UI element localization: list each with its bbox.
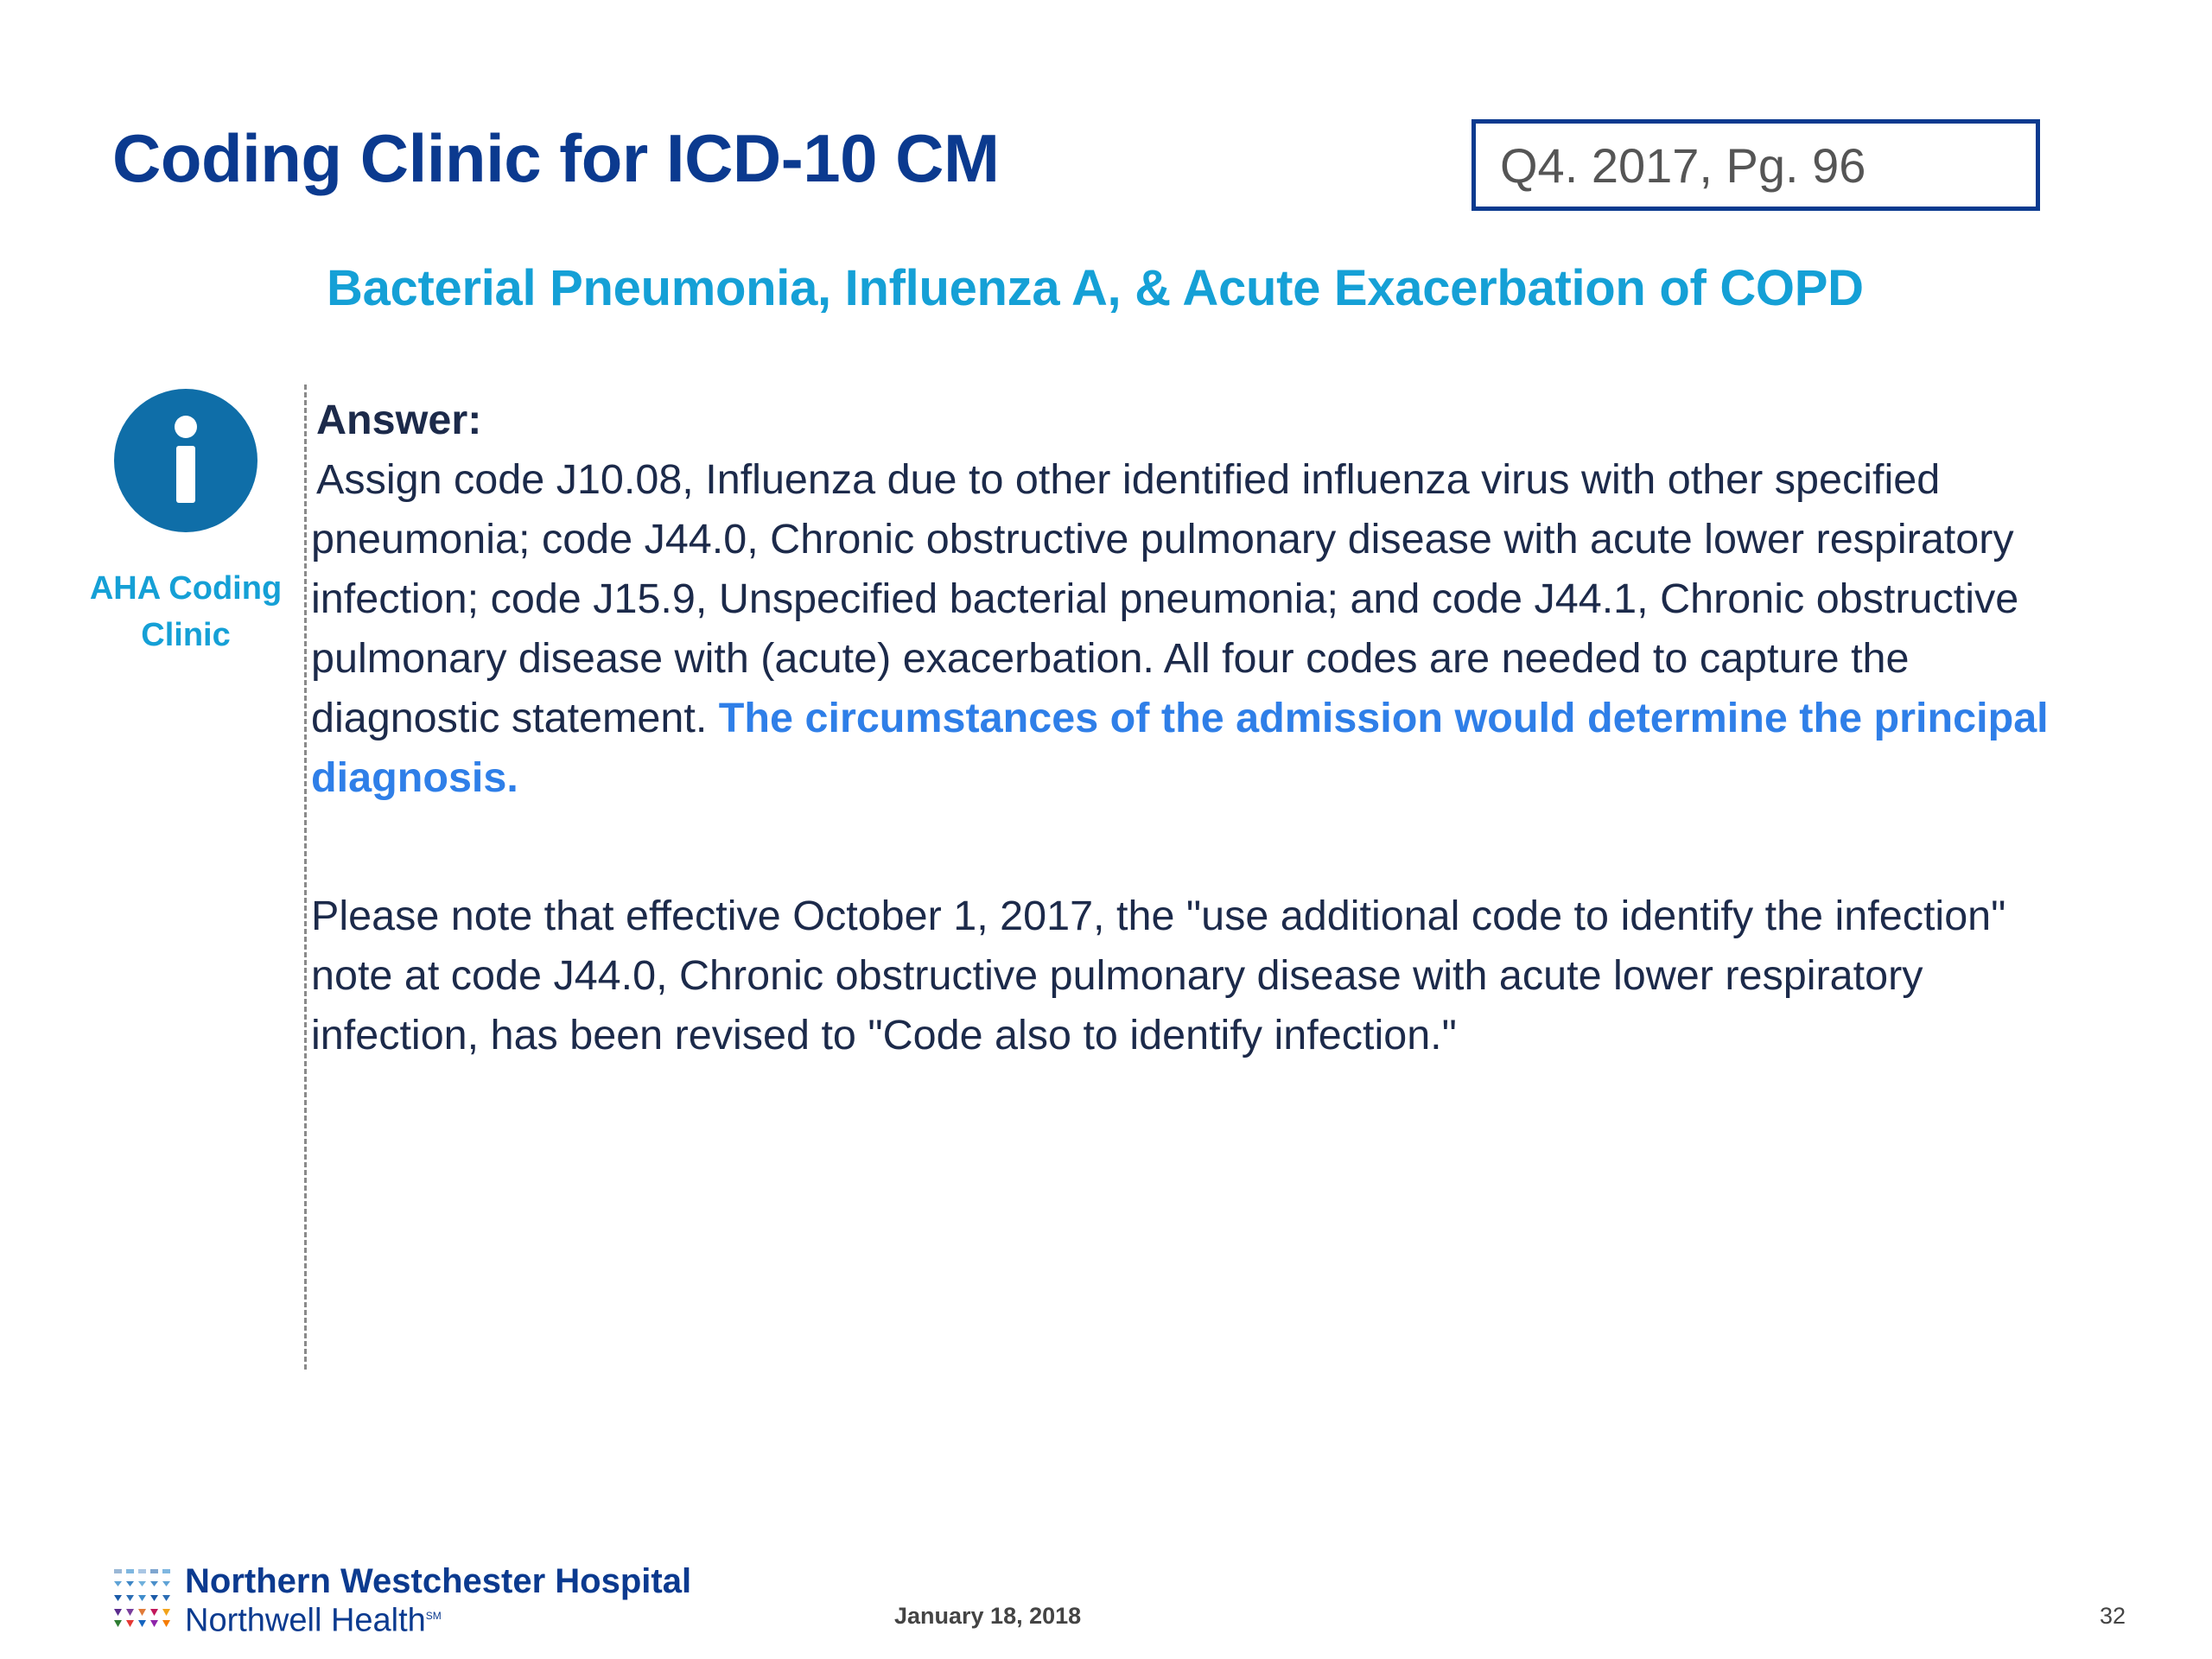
answer-body-text: Assign code J10.08, Influenza due to other identified influenza virus with other specified pneumonia; code J44.0, Chronic obstructive pulmonary disease with acute lower respiratory infection; code J15.9, Unspecified bacterial pneumonia; and code J44.1, Chronic obstructive pulmonary disease with (acute) exacerbation. All four codes are needed to capture the diagnostic statement.: [311, 456, 2019, 741]
northwell-logo-icon: [112, 1566, 173, 1628]
slide-subtitle: Bacterial Pneumonia, Influenza A, & Acute Exacerbation of COPD: [327, 260, 1864, 316]
service-mark: SM: [425, 1610, 442, 1622]
logo-hospital-name: Northern Westchester Hospital: [185, 1562, 692, 1600]
slide-title: Coding Clinic for ICD-10 CM: [112, 120, 1000, 196]
reference-text: Q4. 2017, Pg. 96: [1500, 137, 1866, 193]
logo-health-system: Northwell Health℠: [185, 1602, 442, 1639]
info-icon: [114, 389, 257, 532]
page-number: 32: [2100, 1603, 2126, 1629]
hospital-logo: [112, 1562, 734, 1639]
answer-heading: Answer:: [316, 397, 482, 443]
answer-highlight: The circumstances of the admission would determine the principal diagnosis.: [311, 695, 2049, 801]
source-label: [78, 565, 294, 658]
reference-box: [1471, 119, 2040, 211]
answer-body: [311, 450, 2065, 808]
source-label-line1: AHA Coding: [89, 570, 283, 607]
source-label-line2: Clinic: [141, 617, 231, 653]
answer-section: [311, 391, 2065, 1065]
footer-date: January 18, 2018: [894, 1603, 1082, 1629]
answer-note: Please note that effective October 1, 2017, the "use additional code to identify the infection" note at code J44.0, Chronic obstructive pulmonary disease with acute lower respiratory infection, has been revised to "Code also to identify infection.": [311, 893, 2006, 1058]
vertical-divider: [304, 385, 307, 1370]
